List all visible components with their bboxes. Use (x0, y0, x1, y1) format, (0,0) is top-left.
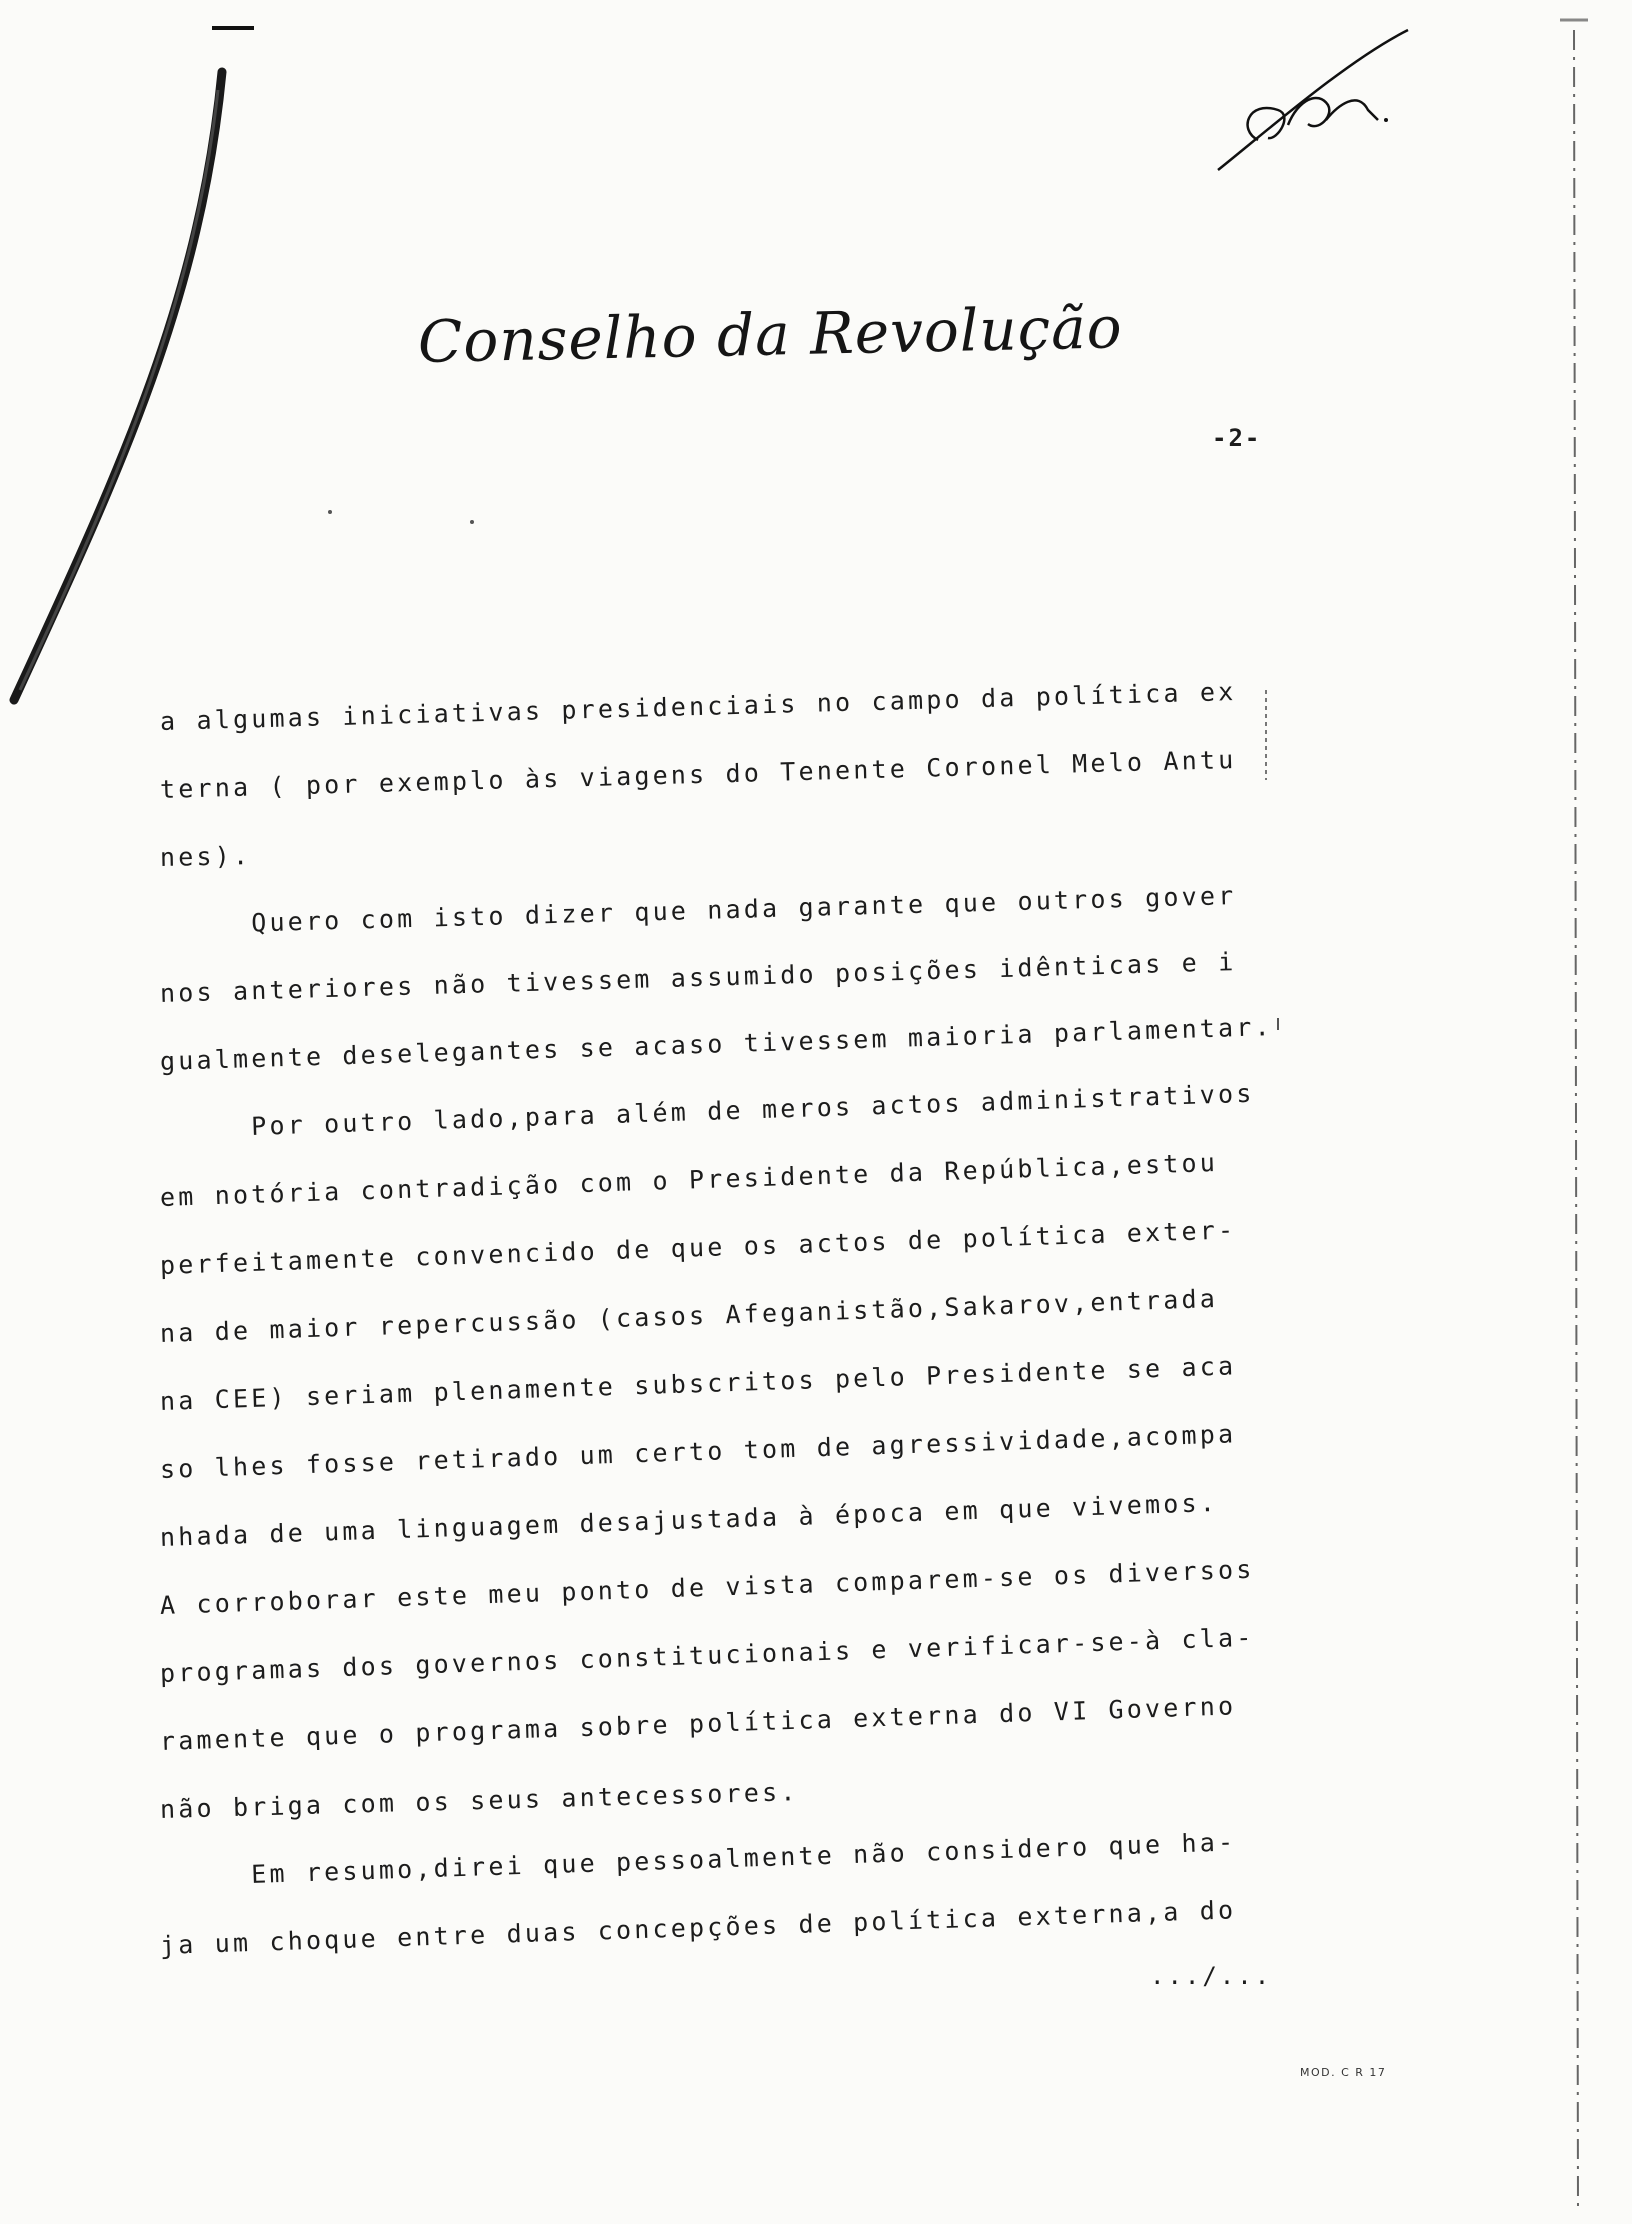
page-number: -2- (1212, 424, 1262, 452)
body-line: A corroborar este meu ponto de vista comparem-se os diversos (159, 1554, 1255, 1620)
body-line: nos anteriores não tivessem assumido posições idênticas e i (159, 947, 1237, 1008)
body-line: em notória contradição com o Presidente da República,estou (159, 1147, 1219, 1212)
body-line: não briga com os seus antecessores. (159, 1777, 799, 1824)
body-line: so lhes fosse retirado um certo tom de agressividade,acompa (159, 1419, 1237, 1484)
continuation-mark: .../... (1150, 1962, 1273, 1990)
body-line: ramente que o programa sobre política externa do VI Governo (159, 1691, 1237, 1756)
form-code: MOD. C R 17 (1300, 2066, 1387, 2079)
handwritten-signature-icon (1208, 20, 1418, 180)
body-line: terna ( por exemplo às viagens do Tenente Coronel Melo Antu (159, 744, 1237, 804)
body-line: Quero com isto dizer que nada garante que outros gover (159, 880, 1237, 940)
letterhead: Conselho da Revolução (417, 293, 1124, 376)
body-line: ja um choque entre duas concepções de política externa,a do (159, 1895, 1237, 1960)
body-line: nes). (159, 841, 252, 872)
body-line: nhada de uma linguagem desajustada à época em que vivemos. (159, 1487, 1219, 1552)
body-line: a algumas iniciativas presidenciais no campo da política ex (159, 676, 1237, 736)
body-line: Em resumo,direi que pessoalmente não considero que ha- (159, 1827, 1237, 1892)
body-line: Por outro lado,para além de meros actos administrativos (159, 1078, 1255, 1144)
body-line: programas dos governos constitucionais e verificar-se-à cla- (159, 1622, 1255, 1688)
body-text (159, 676, 1274, 1980)
body-line: na de maior repercussão (casos Afeganistão,Sakarov,entrada (159, 1283, 1219, 1348)
body-line: na CEE) seriam plenamente subscritos pelo Presidente se aca (159, 1351, 1237, 1416)
body-line: perfeitamente convencido de que os actos de política exter- (159, 1215, 1237, 1280)
body-line: gualmente deselegantes se acaso tivessem maioria parlamentar. (159, 1012, 1274, 1076)
